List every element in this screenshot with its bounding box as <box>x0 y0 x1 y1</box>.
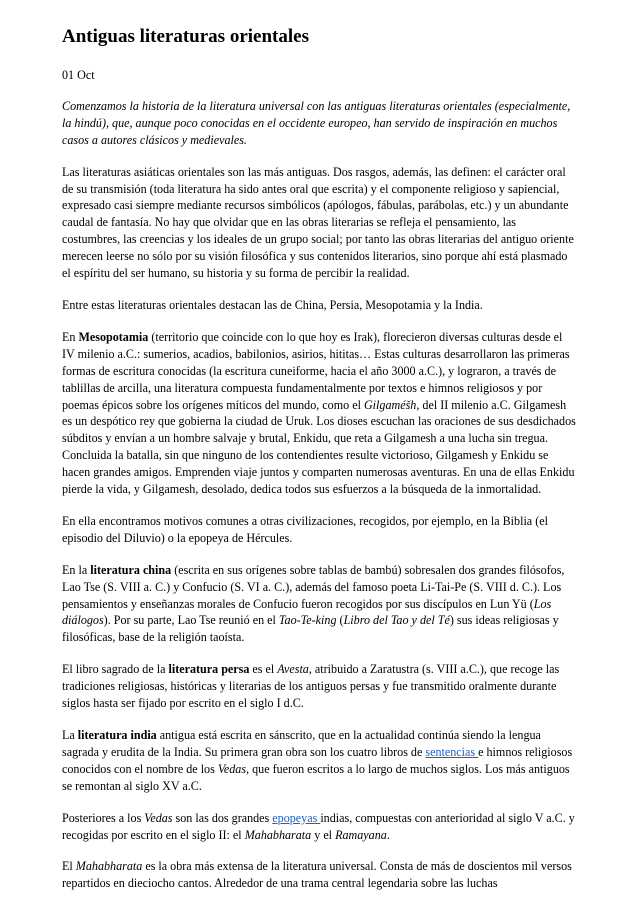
post-date: 01 Oct <box>62 68 95 82</box>
title-avesta: Avesta <box>277 662 309 677</box>
paragraph-common-motifs: En ella encontramos motivos comunes a otras civilizaciones, recogidos, por ejemplo, en la Biblia (el episodio del Diluvio) o la epopeya de Hércules. <box>62 513 548 545</box>
text: En <box>62 329 79 344</box>
text: Posteriores a los <box>62 810 145 825</box>
text: e himnos religiosos conocidos con el nombre de los <box>62 744 573 776</box>
paragraph-epics <box>62 810 576 844</box>
text: El <box>62 859 76 874</box>
link-sentencias[interactable]: sentencias <box>425 744 479 759</box>
title-los-dialogos: Los diálogos <box>62 596 552 628</box>
text: (escrita en sus orígenes sobre tablas de bambú) sobresalen dos grandes filósofos, Lao Tse (S. VIII a. C.) y Confucio (S. VI a. C.), además del famoso poeta Li-Tai-Pe (S. VIII d. C.). Los pensamientos y enseñanzas morales de Confucio fueron recogidos por sus discípulos en Lun Yü ( <box>62 562 565 611</box>
text: En la <box>62 562 91 577</box>
title-mahabharata: Mahabharata <box>75 859 143 874</box>
text: (territorio que coincide con lo que hoy es Irak), florecieron diversas culturas desde el IV milenio a.C.: sumerios, acadios, babilonios, asirios, hititas… Estas culturas desarrollaron las primeras formas de escritura conocidas (la escritura cuneiforme, hacia el año 3000 a.C.), y lograron, a través de tablillas de arcilla, una literatura compuesta fundamentalmente por textos e himnos religiosos y por poemas épicos sobre los orígenes míticos del mundo, como el <box>62 329 570 412</box>
title-gilgamesh: Gilgaméšh <box>363 397 417 412</box>
term-literatura-persa: literatura persa <box>168 662 250 677</box>
link-epopeyas[interactable]: epopeyas <box>272 810 321 825</box>
term-literatura-india: literatura india <box>77 728 157 742</box>
title-vedas: Vedas <box>144 810 173 825</box>
text: . <box>386 827 390 842</box>
intro-paragraph: Comenzamos la historia de la literatura universal con las antiguas literaturas orientales (especialmente, la hindú), que, aunque poco conocidas en el occidente europeo, han servido de inspiración en muchos casos a autores clásicos y medievales. <box>62 98 571 147</box>
paragraph-china <box>62 562 576 647</box>
text: ). Por su parte, Lao Tse reunió en el <box>103 613 279 628</box>
text: , del II milenio a.C. Gilgamesh es un despótico rey que gobierna la ciudad de Uruk. Los dioses escuchan las oraciones de sus desdichados súbditos y envían a un hombre salvaje y brutal, Enkidu, que reta a Gilgamesh a una lucha sin tregua. Concluida la batalla, sin que ninguno de los contendientes resulte victorioso, Gilgamesh y Enkidu se hacen grandes amigos. Emprenden viaje juntos y comparten numerosas aventuras. En una de ellas Enkidu pierde la vida, y Gilgamesh, desolado, dedica todos sus esfuerzos a la búsqueda de la inmortalidad. <box>62 397 576 497</box>
text: indias, compuestas con anterioridad al siglo V a.C. y recogidas por escrito en el siglo II: el <box>62 810 575 842</box>
text: ) sus ideas religiosas y filosóficas, base de la religión taoísta. <box>62 613 559 645</box>
paragraph-overview: Las literaturas asiáticas orientales son las más antiguas. Dos rasgos, además, las definen: el carácter oral de su transmisión (toda literatura ha sido antes oral que escrita) y el componente religioso y sapiencial, expresado casi siempre mediante recursos simbólicos (apólogos, fábulas, parábolas, etc.) y un abundante caudal de fantasía. No hay que olvidar que en las obras literarias se refleja el pensamiento, las costumbres, las creencias y los ideales de un grupo social; por tanto las obras literarias del antiguo oriente merecen leerse no sólo por su visión filosófica y sus contenidos literarios, sino porque ahí está plasmado el espíritu del ser humano, su historia y su forma de percibir la realidad. <box>62 164 574 281</box>
paragraph-mesopotamia <box>62 329 576 498</box>
text: El libro sagrado de la <box>62 662 169 677</box>
title-tao-te-king: Tao-Te-king <box>278 613 337 628</box>
paragraph-india <box>62 727 576 795</box>
term-mesopotamia: Mesopotamia <box>78 329 149 344</box>
paragraph-main-literatures: Entre estas literaturas orientales destacan las de China, Persia, Mesopotamia y la India. <box>62 297 483 312</box>
page-title: Antiguas literaturas orientales <box>62 26 309 47</box>
text: ( <box>336 613 344 628</box>
text: , que fueron escritos a lo largo de muchos siglos. Los más antiguos se remontan al siglo XV a.C. <box>62 761 570 793</box>
text: , atribuido a Zaratustra (s. VIII a.C.), que recoge las tradiciones religiosas, históricas y literarias de los antiguos persas y fue transmitido oralmente durante siglos hasta ser fijado por escrito en el siglo I d.C. <box>62 662 560 711</box>
text: es la obra más extensa de la literatura universal. Consta de más de doscientos mil versos repartidos en dieciocho cantos. Alrededor de una trama central legendaria sobre las luchas <box>62 859 572 891</box>
text: La <box>62 728 78 742</box>
text: y el <box>311 827 336 842</box>
paragraph-mahabharata <box>62 858 576 892</box>
text: son las dos grandes <box>172 810 273 825</box>
title-vedas: Vedas <box>217 761 247 776</box>
text: antigua está escrita en sánscrito, que en la actualidad continúa siendo la lengua sagrada y erudita de la India. Su primera gran obra son los cuatro libros de <box>62 728 541 759</box>
paragraph-persia <box>62 661 576 712</box>
title-ramayana: Ramayana <box>335 827 387 842</box>
term-literatura-china: literatura china <box>90 562 172 577</box>
text: es el <box>249 662 278 677</box>
title-libro-del-tao: Libro del Tao y del Té <box>343 613 450 628</box>
title-mahabharata: Mahabharata <box>244 827 312 842</box>
